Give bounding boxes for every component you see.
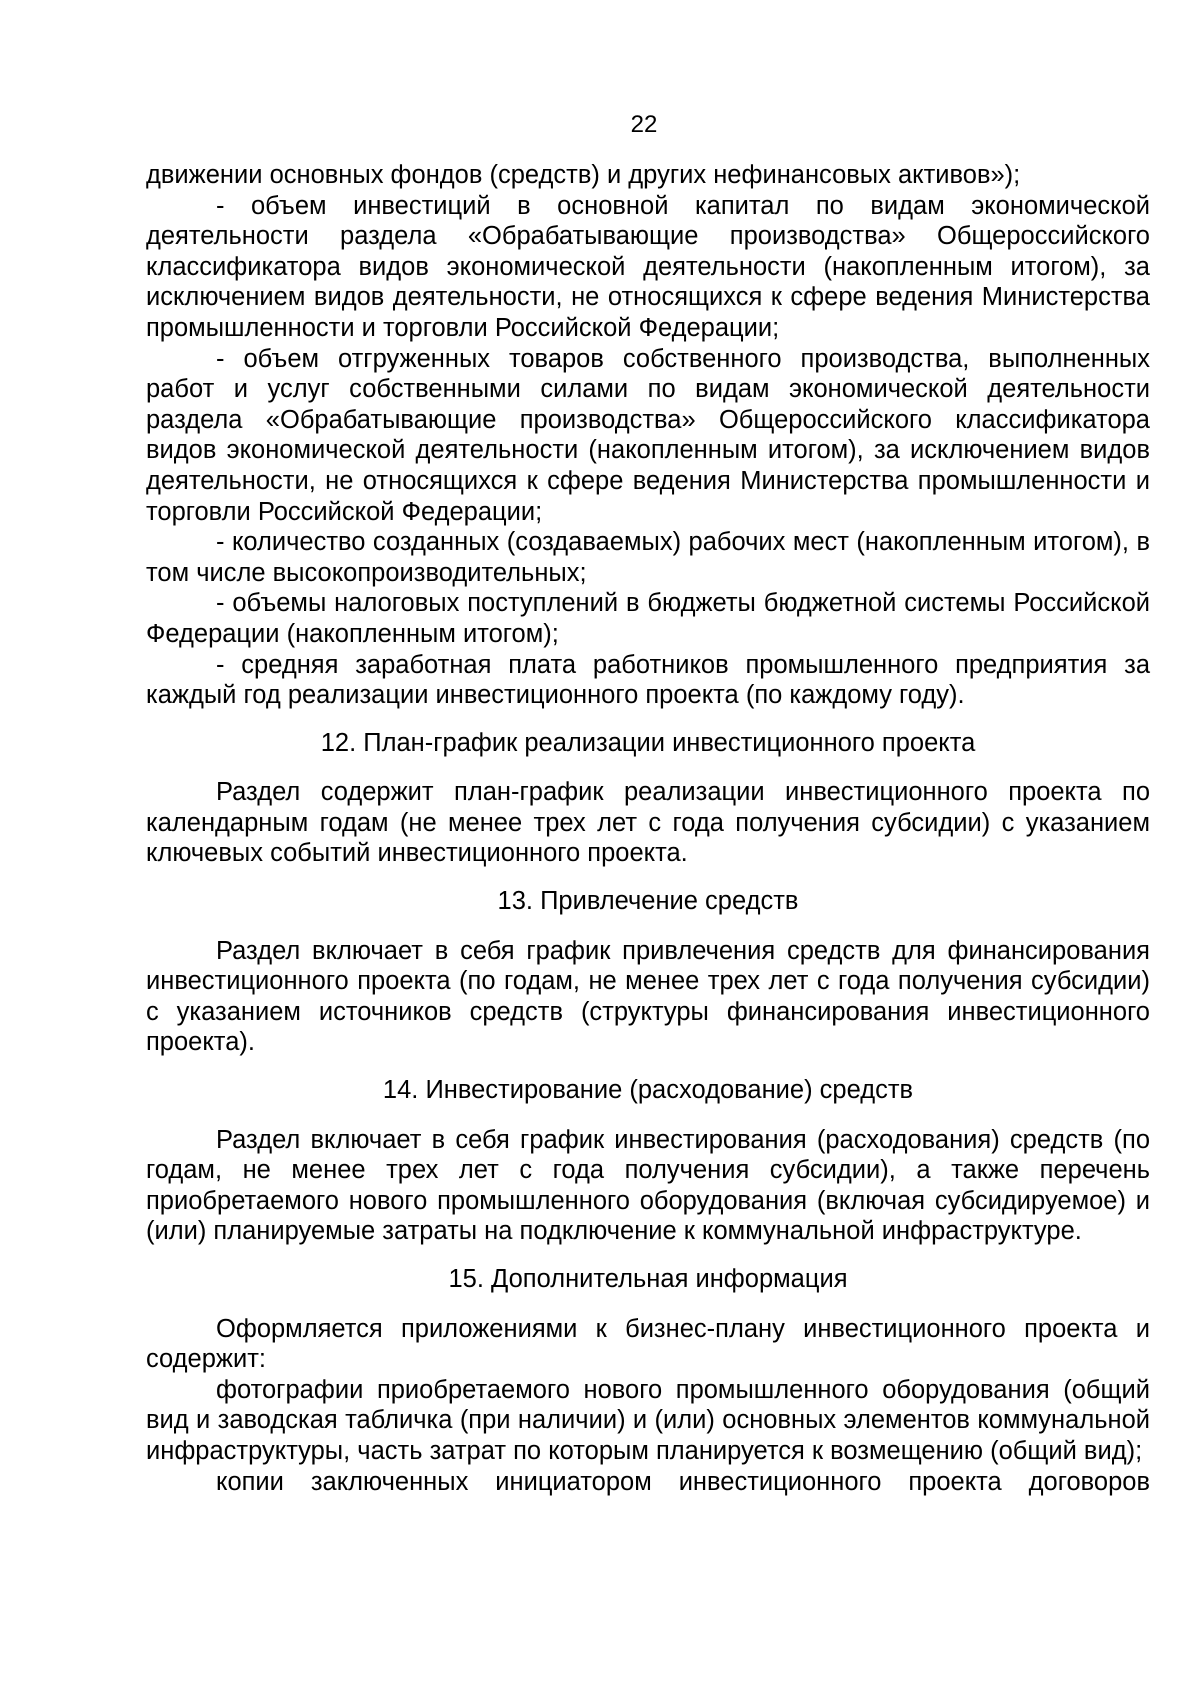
list-item: - объем отгруженных товаров собственного производства, выполненных работ и услуг собственными силами по видам экономической деятельности раздела «Обрабатывающие производства» Общероссийского классификатора видов экономической деятельности (накопленным итогом), за исключением видов деятельности, не относящихся к сфере ведения Министерства промышленности и торговли Российской Федерации; bbox=[146, 344, 1150, 526]
document-body bbox=[146, 160, 1150, 1497]
section-heading: 13. Привлечение средств bbox=[497, 887, 799, 916]
list-item: - количество созданных (создаваемых) рабочих мест (накопленным итогом), в том числе высокопроизводительных; bbox=[146, 528, 1150, 587]
section-heading: 14. Инвестирование (расходование) средств bbox=[382, 1076, 914, 1105]
paragraph: движении основных фондов (средств) и других нефинансовых активов»); bbox=[146, 161, 1021, 189]
section-heading: 12. План-график реализации инвестиционного проекта bbox=[320, 728, 976, 757]
paragraph: Оформляется приложениями к бизнес-плану инвестиционного проекта и содержит: bbox=[146, 1314, 1150, 1374]
list-item: - средняя заработная плата работников промышленного предприятия за каждый год реализации инвестиционного проекта (по каждому году). bbox=[146, 650, 1150, 710]
paragraph: Раздел включает в себя график привлечения средств для финансирования инвестиционного проекта (по годам, не менее трех лет с года получения субсидии) с указанием источников средств (структуры финансирования инвестиционного проекта). bbox=[146, 936, 1150, 1057]
paragraph: Раздел включает в себя график инвестирования (расходования) средств (по годам, не менее трех лет с года получения субсидии), а также перечень приобретаемого нового промышленного оборудования (включая субсидируемое) и (или) планируемые затраты на подключение к коммунальной инфраструктуре. bbox=[146, 1125, 1150, 1246]
section-heading: 15. Дополнительная информация bbox=[448, 1265, 848, 1293]
paragraph: копии заключенных инициатором инвестиционного проекта договоров bbox=[216, 1467, 1150, 1496]
list-item: - объем инвестиций в основной капитал по видам экономической деятельности раздела «Обрабатывающие производства» Общероссийского классификатора видов экономической деятельности (накопленным итогом), за исключением видов деятельности, не относящихся к сфере ведения Министерства промышленности и торговли Российской Федерации; bbox=[146, 191, 1150, 342]
list-item: - объемы налоговых поступлений в бюджеты бюджетной системы Российской Федерации (накопленным итогом); bbox=[146, 589, 1150, 648]
paragraph: фотографии приобретаемого нового промышленного оборудования (общий вид и заводская табличка (при наличии) и (или) основных элементов коммунальной инфраструктуры, часть затрат по которым планируется к возмещению (общий вид); bbox=[146, 1375, 1150, 1465]
paragraph: Раздел содержит план-график реализации инвестиционного проекта по календарным годам (не менее трех лет с года получения субсидии) с указанием ключевых событий инвестиционного проекта. bbox=[146, 778, 1150, 868]
page-number: 22 bbox=[630, 111, 658, 138]
